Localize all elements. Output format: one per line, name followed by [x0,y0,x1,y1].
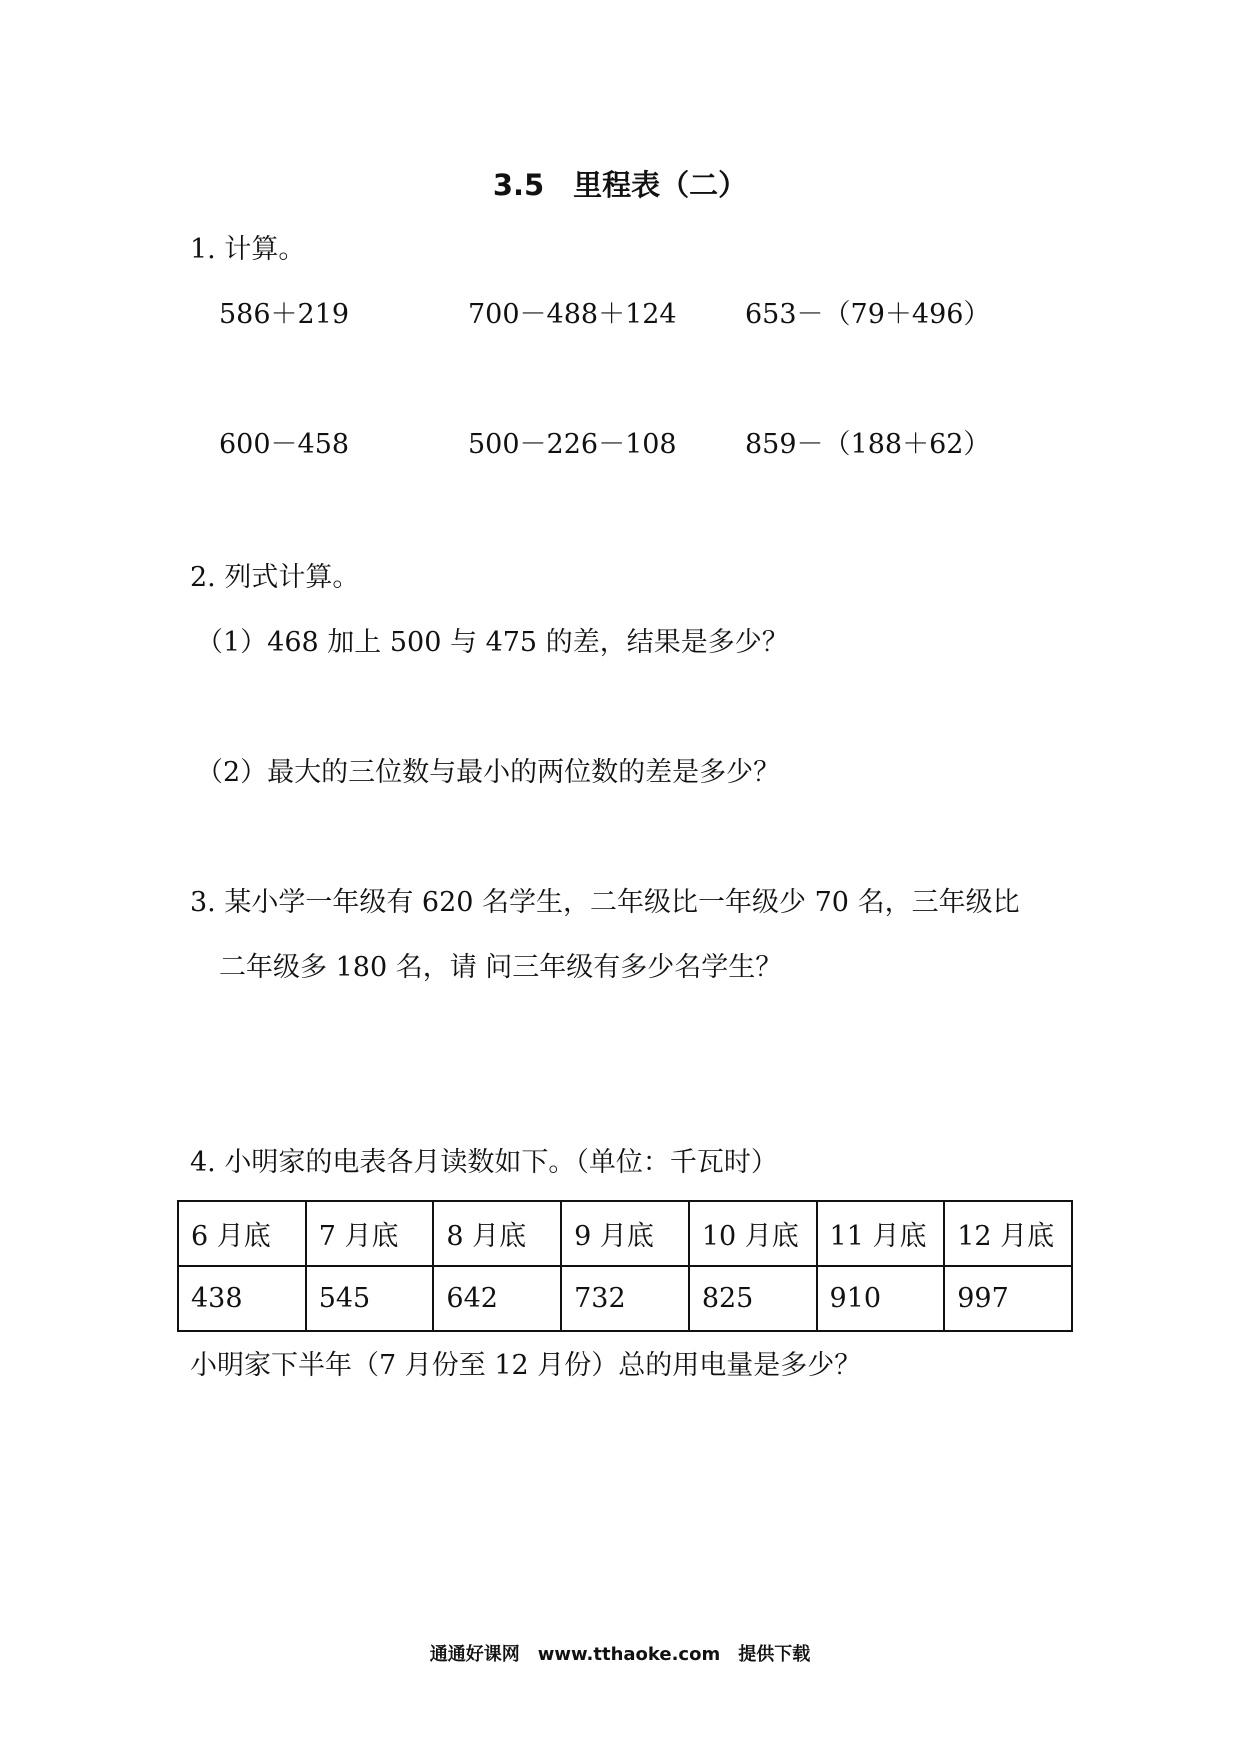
table-header-cell: 6 月底 [178,1201,306,1266]
section-2-heading: 2. 列式计算。 [190,562,360,593]
section-4-question: 小明家下半年（7 月份至 12 月份）总的用电量是多少？ [190,1350,862,1381]
expression-4: 600－458 [219,429,350,460]
expression-1: 586＋219 [219,299,350,330]
table-header-cell: 11 月底 [817,1201,945,1266]
table-cell: 438 [178,1266,306,1331]
table-header-cell: 10 月底 [689,1201,817,1266]
section-3-line-1: 3. 某小学一年级有 620 名学生，二年级比一年级少 70 名，三年级比 [190,887,1020,918]
expression-2: 700－488＋124 [468,299,677,330]
table-cell: 732 [561,1266,689,1331]
section-1-heading: 1. 计算。 [190,234,306,265]
section-2-item-1: （1）468 加上 500 与 475 的差，结果是多少？ [196,627,789,658]
meter-readings-table [177,1200,1073,1332]
table-header-cell: 7 月底 [306,1201,434,1266]
footer-text: 通通好课网 www.tthaoke.com 提供下载 [429,1644,811,1665]
table-cell: 825 [689,1266,817,1331]
table-cell: 910 [817,1266,945,1331]
section-4-heading: 4. 小明家的电表各月读数如下。（单位：千瓦时） [190,1147,778,1178]
table-cell: 997 [944,1266,1072,1331]
expression-3: 653－（79＋496） [745,299,991,330]
table-cell: 642 [433,1266,561,1331]
page-title: 3.5 里程表（二） [492,168,748,202]
table-header-cell: 9 月底 [561,1201,689,1266]
expression-5: 500－226－108 [468,429,677,460]
expression-6: 859－（188＋62） [745,429,991,460]
section-3-line-2: 二年级多 180 名，请 问三年级有多少名学生？ [219,952,783,983]
table-header-cell: 12 月底 [944,1201,1072,1266]
section-2-item-2: （2）最大的三位数与最小的两位数的差是多少？ [196,757,781,788]
table-header-row [178,1201,1072,1266]
table-cell: 545 [306,1266,434,1331]
table-header-cell: 8 月底 [433,1201,561,1266]
table-row [178,1266,1072,1331]
